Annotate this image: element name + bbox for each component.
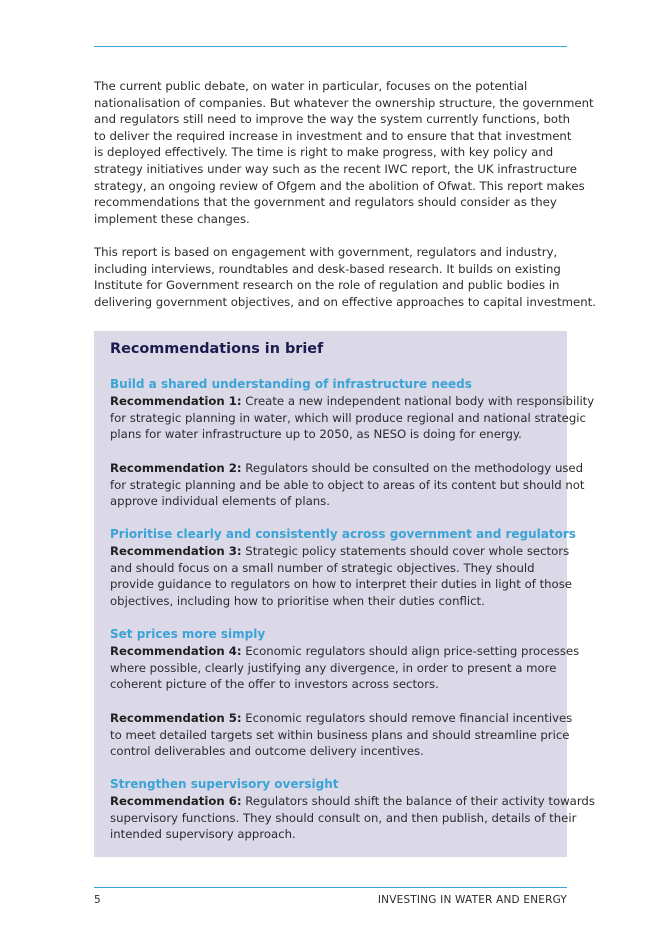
running-title: INVESTING IN WATER AND ENERGY <box>377 894 567 906</box>
text-run: Regulators should be consulted on the methodology used <box>241 461 584 475</box>
recommendations-box <box>94 331 595 857</box>
recommendation-label: Recommendation 3: <box>110 544 242 558</box>
text-line: strategy initiatives under way such as the recent IWC report, the UK infrastructure <box>94 161 577 176</box>
section-heading: Strengthen supervisory oversight <box>110 777 339 791</box>
text-line: objectives, including how to prioritise when their duties conflict. <box>110 593 485 608</box>
text-line: to deliver the required increase in investment and to ensure that that investment <box>94 128 572 143</box>
text-line: nationalisation of companies. But whatever the ownership structure, the government <box>94 95 594 110</box>
recommendation-1 <box>110 393 595 443</box>
text-line <box>110 793 595 810</box>
text-line: including interviews, roundtables and desk-based research. It builds on existing <box>94 261 561 276</box>
intro-paragraph-2 <box>94 244 596 310</box>
text-line: approve individual elements of plans. <box>110 494 330 509</box>
text-line: is deployed effectively. The time is right to make progress, with key policy and <box>94 145 554 160</box>
recommendation-4 <box>110 643 580 693</box>
recommendation-label: Recommendation 5: <box>110 711 242 725</box>
recommendations-title: Recommendations in brief <box>110 341 324 357</box>
intro-paragraph-1 <box>94 78 594 227</box>
text-line: strategy, an ongoing review of Ofgem and the abolition of Ofwat. This report makes <box>94 178 585 193</box>
text-line: for strategic planning and be able to object to areas of its content but should not <box>110 477 585 492</box>
text-line: for strategic planning in water, which will produce regional and national strategic <box>110 410 586 425</box>
text-line: provide guidance to regulators on how to interpret their duties in light of those <box>110 577 572 592</box>
text-line: intended supervisory approach. <box>110 827 296 842</box>
text-line: plans for water infrastructure up to 2050, as NESO is doing for energy. <box>110 427 522 442</box>
text-line: recommendations that the government and regulators should consider as they <box>94 195 557 210</box>
text-run: Regulators should shift the balance of their activity towards <box>241 794 595 808</box>
text-line: The current public debate, on water in particular, focuses on the potential <box>94 79 528 93</box>
text-line: delivering government objectives, and on effective approaches to capital investment. <box>94 294 596 309</box>
section-heading: Set prices more simply <box>110 627 266 641</box>
recommendation-6 <box>110 793 595 843</box>
page-number: 5 <box>94 894 101 906</box>
recommendation-label: Recommendation 2: <box>110 461 242 475</box>
text-line: implement these changes. <box>94 211 250 226</box>
text-line: coherent picture of the offer to investors across sectors. <box>110 677 439 692</box>
recommendation-label: Recommendation 1: <box>110 394 242 408</box>
text-line <box>110 710 573 727</box>
recommendation-label: Recommendation 4: <box>110 644 242 658</box>
recommendation-3 <box>110 543 572 609</box>
text-run: Create a new independent national body with responsibility <box>241 394 595 408</box>
section-heading: Build a shared understanding of infrastructure needs <box>110 377 472 391</box>
text-line: supervisory functions. They should consult on, and then publish, details of their <box>110 810 577 825</box>
text-line <box>110 543 570 560</box>
text-line: and regulators still need to improve the way the system currently functions, both <box>94 112 571 127</box>
text-line: where possible, clearly justifying any divergence, in order to present a more <box>110 660 557 675</box>
text-line: and should focus on a small number of strategic objectives. They should <box>110 560 535 575</box>
recommendation-2 <box>110 460 585 510</box>
recommendation-5 <box>110 710 573 760</box>
section-heading: Prioritise clearly and consistently across government and regulators <box>110 527 576 541</box>
text-line <box>110 460 584 477</box>
text-line <box>110 643 580 660</box>
text-line <box>110 393 595 410</box>
text-line: This report is based on engagement with government, regulators and industry, <box>94 245 558 259</box>
footer-rule <box>94 887 567 888</box>
text-run: Economic regulators should remove financial incentives <box>241 711 573 725</box>
text-run: Economic regulators should align price-setting processes <box>241 644 580 658</box>
text-run: Strategic policy statements should cover whole sectors <box>241 544 570 558</box>
text-line: to meet detailed targets set within business plans and should streamline price <box>110 727 570 742</box>
text-line: Institute for Government research on the role of regulation and public bodies in <box>94 278 560 293</box>
header-rule <box>94 46 567 47</box>
text-line: control deliverables and outcome delivery incentives. <box>110 744 424 759</box>
recommendation-label: Recommendation 6: <box>110 794 242 808</box>
